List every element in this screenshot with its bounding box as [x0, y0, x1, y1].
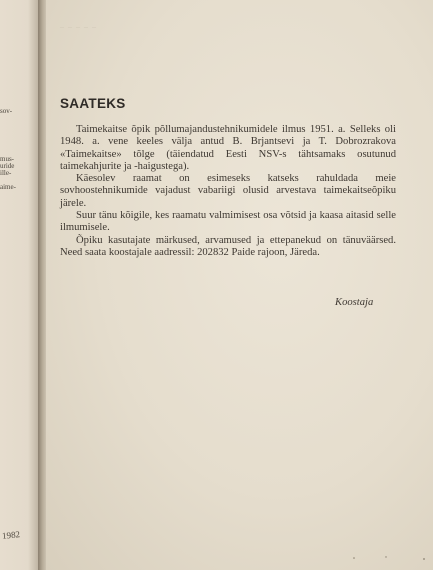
right-page — [46, 0, 433, 570]
paragraph: Õpiku kasutajate märkused, arvamused ja ettepanekud on tänuväärsed. Need saata koostajale aadressil: 202832 Paide rajoon, Järeda. — [60, 234, 396, 258]
left-page — [0, 0, 40, 570]
paper-specks — [346, 555, 433, 561]
signature: Koostaja — [335, 297, 374, 308]
paragraph: Käesolev raamat on esimeseks katseks rahuldada meie sovhoostehnikumide vajadust vabariigi olusid arvestava taimekaitseõpiku järele. — [60, 173, 396, 209]
left-page-year: 1982 — [1, 529, 21, 541]
paragraph: Taimekaitse õpik põllumajandustehnikumidele ilmus 1951. a. Selleks oli 1948. a. vene keeles välja antud B. Brjantsevi ja T. Dobrozrakova «Taimekaitse» tõlge (täiendatud Eesti NSV-s tähtsamaks osutunud taimekahjurite ja -haigustega). — [60, 124, 396, 172]
left-page-fragment: aime- — [0, 183, 16, 191]
bleed-through-text: ‒ ‒ ‒ ‒ ‒ — [60, 22, 97, 31]
left-page-fragment: mus- uride ille- — [0, 155, 15, 177]
page-title: SAATEKS — [60, 96, 126, 111]
paragraph: Suur tänu kõigile, kes raamatu valmimisest osa võtsid ja kaasa aitasid selle ilmumisele. — [60, 210, 396, 234]
body-text — [60, 124, 396, 259]
left-page-fragment: sov- — [0, 107, 13, 115]
